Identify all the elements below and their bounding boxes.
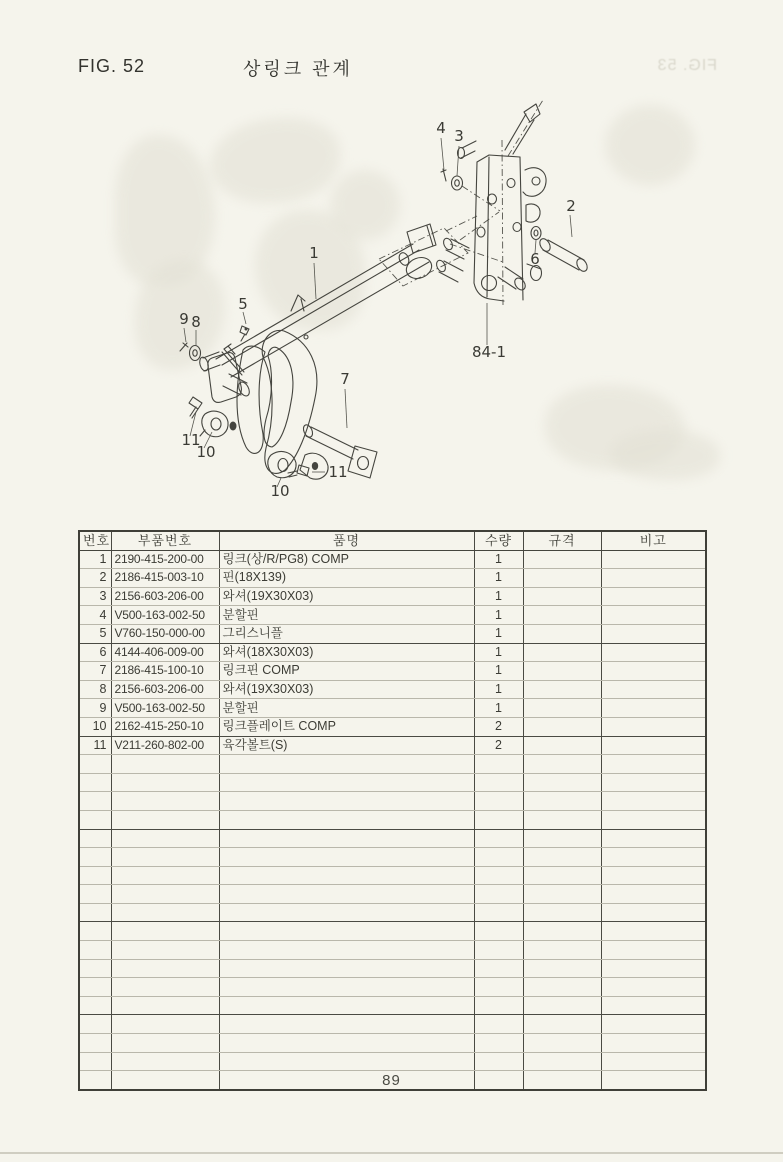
cell-name: 링크플레이트 COMP xyxy=(219,717,474,736)
cell-note xyxy=(601,606,706,625)
cell-no xyxy=(79,941,111,960)
cell-note xyxy=(601,885,706,904)
cell-part-no xyxy=(111,1052,219,1071)
cell-note xyxy=(601,755,706,774)
cell-name xyxy=(219,773,474,792)
header-no: 번호 xyxy=(79,531,111,550)
split-pin-9 xyxy=(180,343,188,351)
table-row xyxy=(79,624,706,643)
pin-2 xyxy=(538,237,590,273)
cell-part-no: V500-163-002-50 xyxy=(111,606,219,625)
grease-nipple-5 xyxy=(240,326,249,341)
table-row xyxy=(79,680,706,699)
callout-5: 5 xyxy=(238,295,248,313)
cell-note xyxy=(601,848,706,867)
header-name: 품명 xyxy=(219,531,474,550)
cell-no: 4 xyxy=(79,606,111,625)
figure-label: FIG. 52 xyxy=(78,56,146,76)
cell-part-no: V760-150-000-00 xyxy=(111,624,219,643)
table-row xyxy=(79,717,706,736)
cell-no xyxy=(79,810,111,829)
cell-qty xyxy=(474,903,523,922)
cell-part-no xyxy=(111,922,219,941)
cell-no xyxy=(79,866,111,885)
callout-6: 6 xyxy=(530,250,540,268)
cell-part-no: V500-163-002-50 xyxy=(111,699,219,718)
table-row xyxy=(79,550,706,569)
cell-qty: 2 xyxy=(474,736,523,755)
cell-part-no xyxy=(111,978,219,997)
cell-no xyxy=(79,755,111,774)
callout-11-left: 11 xyxy=(181,431,201,449)
cell-spec xyxy=(523,699,601,718)
cell-name xyxy=(219,1015,474,1034)
cell-no xyxy=(79,773,111,792)
exploded-diagram xyxy=(0,90,783,530)
cell-qty xyxy=(474,922,523,941)
cell-name xyxy=(219,848,474,867)
cell-no: 11 xyxy=(79,736,111,755)
empty-row xyxy=(79,1052,706,1071)
cell-no xyxy=(79,848,111,867)
cell-name xyxy=(219,996,474,1015)
callout-2: 2 xyxy=(566,197,576,215)
cell-name: 육각볼트(S) xyxy=(219,736,474,755)
cell-part-no: 2156-603-206-00 xyxy=(111,680,219,699)
cell-spec xyxy=(523,755,601,774)
empty-row xyxy=(79,866,706,885)
cell-name xyxy=(219,755,474,774)
cell-spec xyxy=(523,829,601,848)
cell-spec xyxy=(523,866,601,885)
empty-row xyxy=(79,959,706,978)
cell-qty: 1 xyxy=(474,624,523,643)
cell-spec xyxy=(523,996,601,1015)
cell-name: 분할핀 xyxy=(219,606,474,625)
empty-row xyxy=(79,885,706,904)
cell-name: 링크핀 COMP xyxy=(219,662,474,681)
header-qty: 수량 xyxy=(474,531,523,550)
empty-row xyxy=(79,996,706,1015)
cell-no xyxy=(79,1015,111,1034)
washer-8 xyxy=(190,346,201,361)
cell-qty xyxy=(474,1034,523,1053)
cell-note xyxy=(601,959,706,978)
cell-qty xyxy=(474,978,523,997)
cell-part-no xyxy=(111,810,219,829)
cell-note xyxy=(601,587,706,606)
cell-no xyxy=(79,885,111,904)
cell-part-no: 2190-415-200-00 xyxy=(111,550,219,569)
cell-no xyxy=(79,903,111,922)
cell-spec xyxy=(523,680,601,699)
table-row xyxy=(79,662,706,681)
washer-6 xyxy=(531,227,541,240)
cell-part-no: 4144-406-009-00 xyxy=(111,643,219,662)
diagram-linework xyxy=(0,0,783,525)
cell-qty xyxy=(474,1052,523,1071)
empty-row xyxy=(79,810,706,829)
page-number: 89 xyxy=(382,1072,401,1089)
cell-name: 핀(18X139) xyxy=(219,569,474,588)
cell-no xyxy=(79,829,111,848)
page-title: 상링크 관계 xyxy=(243,59,353,79)
cell-part-no xyxy=(111,996,219,1015)
cell-part-no xyxy=(111,773,219,792)
cell-qty xyxy=(474,810,523,829)
cell-no xyxy=(79,996,111,1015)
cell-part-no: 2162-415-250-10 xyxy=(111,717,219,736)
callout-3: 3 xyxy=(454,127,464,145)
cell-spec xyxy=(523,810,601,829)
scan-artifact-line xyxy=(0,1152,783,1154)
cell-no xyxy=(79,1052,111,1071)
cell-qty xyxy=(474,792,523,811)
cell-note xyxy=(601,941,706,960)
cell-name: 와셔(19X30X03) xyxy=(219,680,474,699)
cell-name: 분할핀 xyxy=(219,699,474,718)
cell-spec xyxy=(523,587,601,606)
cell-name xyxy=(219,829,474,848)
table-header-row xyxy=(79,531,706,550)
cell-no: 7 xyxy=(79,662,111,681)
cell-qty: 2 xyxy=(474,717,523,736)
cell-qty: 1 xyxy=(474,606,523,625)
empty-row xyxy=(79,1034,706,1053)
cell-no: 1 xyxy=(79,550,111,569)
cell-spec xyxy=(523,1052,601,1071)
cell-no: 6 xyxy=(79,643,111,662)
cell-spec xyxy=(523,550,601,569)
cell-name xyxy=(219,1052,474,1071)
table-row xyxy=(79,736,706,755)
empty-row xyxy=(79,755,706,774)
empty-row xyxy=(79,903,706,922)
cell-part-no: 2186-415-003-10 xyxy=(111,569,219,588)
table-row xyxy=(79,643,706,662)
cell-note xyxy=(601,1015,706,1034)
cell-note xyxy=(601,810,706,829)
cell-no xyxy=(79,978,111,997)
cell-qty xyxy=(474,885,523,904)
empty-row xyxy=(79,1015,706,1034)
cell-name: 링크(상/R/PG8) COMP xyxy=(219,550,474,569)
cell-no xyxy=(79,792,111,811)
cell-spec xyxy=(523,569,601,588)
cell-part-no: 2156-603-206-00 xyxy=(111,587,219,606)
cell-qty xyxy=(474,1015,523,1034)
cell-part-no xyxy=(111,885,219,904)
cell-note xyxy=(601,922,706,941)
header-part-no: 부품번호 xyxy=(111,531,219,550)
empty-row xyxy=(79,792,706,811)
callout-10-left: 10 xyxy=(196,443,216,461)
cell-part-no xyxy=(111,1034,219,1053)
table-row xyxy=(79,606,706,625)
cell-qty: 1 xyxy=(474,680,523,699)
callout-11-bottom: 11 xyxy=(328,463,348,481)
callouts xyxy=(179,119,576,500)
cell-qty xyxy=(474,959,523,978)
cell-spec xyxy=(523,1015,601,1034)
empty-row xyxy=(79,941,706,960)
cell-part-no xyxy=(111,755,219,774)
empty-row xyxy=(79,922,706,941)
cell-note xyxy=(601,569,706,588)
cell-qty xyxy=(474,996,523,1015)
cell-qty xyxy=(474,829,523,848)
header-note: 비고 xyxy=(601,531,706,550)
cell-note xyxy=(601,550,706,569)
cell-part-no xyxy=(111,792,219,811)
cell-note xyxy=(601,903,706,922)
callout-4: 4 xyxy=(436,119,446,137)
cell-spec xyxy=(523,773,601,792)
cell-spec xyxy=(523,662,601,681)
cell-part-no: 2186-415-100-10 xyxy=(111,662,219,681)
empty-row xyxy=(79,773,706,792)
cell-note xyxy=(601,792,706,811)
upper-link-bar xyxy=(216,224,436,377)
cell-no: 8 xyxy=(79,680,111,699)
empty-row xyxy=(79,848,706,867)
table-row xyxy=(79,587,706,606)
link-plate-10-bottom xyxy=(268,452,296,478)
bleed-through-text: FIG. 53 xyxy=(656,57,717,74)
cell-note xyxy=(601,680,706,699)
cell-no: 10 xyxy=(79,717,111,736)
cell-name xyxy=(219,941,474,960)
callout-84-1: 84-1 xyxy=(471,343,507,361)
empty-row xyxy=(79,978,706,997)
cell-no xyxy=(79,922,111,941)
link-plate-assembly xyxy=(230,330,329,479)
parts-table xyxy=(78,530,707,1091)
cell-qty xyxy=(474,773,523,792)
cell-spec xyxy=(523,885,601,904)
cell-note xyxy=(601,829,706,848)
cell-spec xyxy=(523,643,601,662)
cell-note xyxy=(601,699,706,718)
cell-qty: 1 xyxy=(474,550,523,569)
split-pin-4 xyxy=(441,169,446,181)
cell-part-no xyxy=(111,1015,219,1034)
table-row xyxy=(79,699,706,718)
cell-name xyxy=(219,978,474,997)
cell-note xyxy=(601,662,706,681)
cell-note xyxy=(601,1034,706,1053)
cell-no: 3 xyxy=(79,587,111,606)
cell-part-no xyxy=(111,959,219,978)
cell-name xyxy=(219,1034,474,1053)
cell-part-no xyxy=(111,941,219,960)
callout-7: 7 xyxy=(340,370,350,388)
cell-note xyxy=(601,1052,706,1071)
table-row xyxy=(79,569,706,588)
cell-spec xyxy=(523,606,601,625)
cell-name xyxy=(219,792,474,811)
callout-10-bottom: 10 xyxy=(270,482,290,500)
cell-spec xyxy=(523,736,601,755)
cell-spec xyxy=(523,978,601,997)
cell-name xyxy=(219,903,474,922)
cell-qty: 1 xyxy=(474,643,523,662)
cell-no xyxy=(79,959,111,978)
cell-spec xyxy=(523,792,601,811)
cell-name xyxy=(219,885,474,904)
cell-qty xyxy=(474,941,523,960)
cell-spec xyxy=(523,1034,601,1053)
cell-note xyxy=(601,978,706,997)
callout-8: 8 xyxy=(191,313,201,331)
cell-qty: 1 xyxy=(474,699,523,718)
cell-name xyxy=(219,922,474,941)
cell-no xyxy=(79,1034,111,1053)
cell-spec xyxy=(523,624,601,643)
header-spec: 규격 xyxy=(523,531,601,550)
cell-note xyxy=(601,866,706,885)
cell-qty: 1 xyxy=(474,569,523,588)
cell-name xyxy=(219,959,474,978)
hitch-bracket-84-1 xyxy=(435,104,546,301)
cell-note xyxy=(601,643,706,662)
cell-part-no xyxy=(111,903,219,922)
cell-spec xyxy=(523,959,601,978)
cell-no: 9 xyxy=(79,699,111,718)
link-plate-10-left xyxy=(200,411,228,437)
cell-no: 5 xyxy=(79,624,111,643)
cell-spec xyxy=(523,903,601,922)
cell-note xyxy=(601,736,706,755)
cell-qty: 1 xyxy=(474,662,523,681)
empty-row xyxy=(79,829,706,848)
cell-note xyxy=(601,773,706,792)
cell-qty xyxy=(474,848,523,867)
cell-no: 2 xyxy=(79,569,111,588)
cell-spec xyxy=(523,717,601,736)
cell-qty: 1 xyxy=(474,587,523,606)
callout-1: 1 xyxy=(309,244,319,262)
cell-part-no: V211-260-802-00 xyxy=(111,736,219,755)
cell-name: 그리스니플 xyxy=(219,624,474,643)
cell-note xyxy=(601,624,706,643)
cell-note xyxy=(601,996,706,1015)
cell-name xyxy=(219,810,474,829)
cell-qty xyxy=(474,755,523,774)
cell-note xyxy=(601,717,706,736)
cell-part-no xyxy=(111,866,219,885)
cell-name: 와셔(18X30X03) xyxy=(219,643,474,662)
cell-qty xyxy=(474,866,523,885)
cell-name: 와셔(19X30X03) xyxy=(219,587,474,606)
cell-part-no xyxy=(111,848,219,867)
cell-spec xyxy=(523,922,601,941)
cell-spec xyxy=(523,848,601,867)
cell-spec xyxy=(523,941,601,960)
cell-name xyxy=(219,866,474,885)
callout-9: 9 xyxy=(179,310,189,328)
cell-part-no xyxy=(111,829,219,848)
washer-3 xyxy=(452,176,463,190)
